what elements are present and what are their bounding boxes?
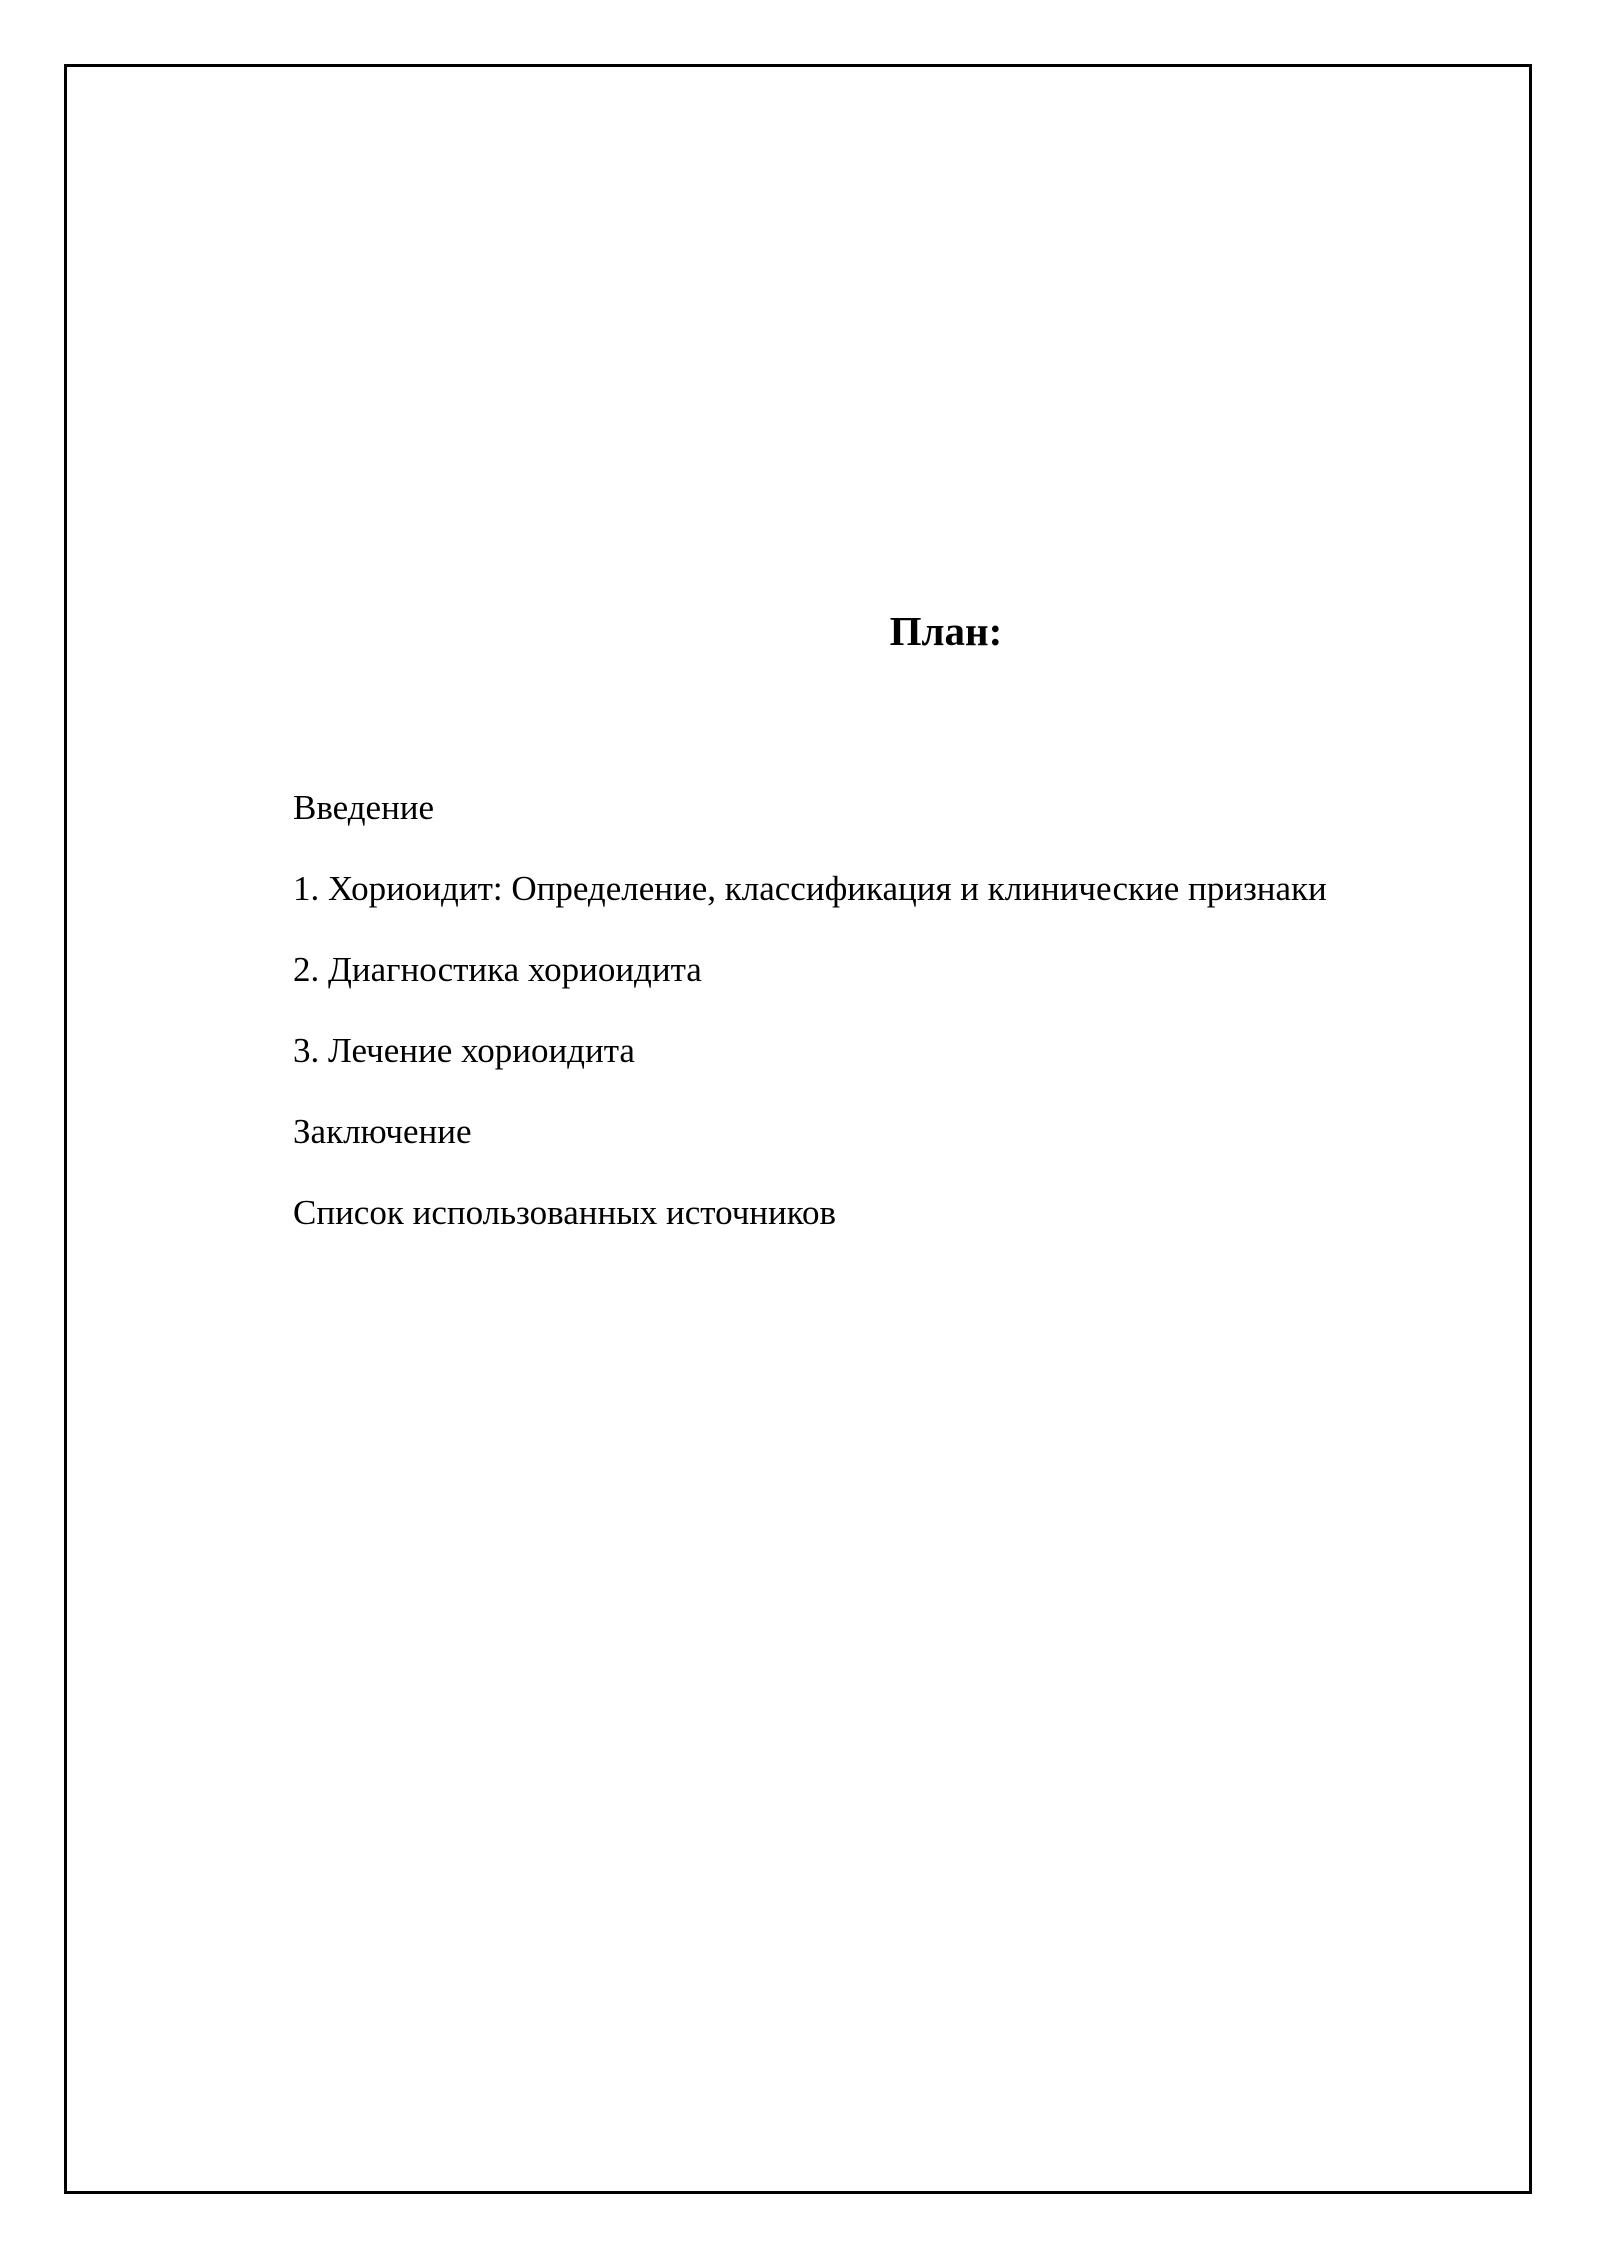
toc-item-chapter-1: 1. Хориоидит: Определение, классификация и клинические признаки	[293, 869, 1327, 908]
toc-item-conclusion: Заключение	[293, 1112, 472, 1151]
toc-item-references: Список использованных источников	[293, 1193, 837, 1232]
toc-item-chapter-3: 3. Лечение хориоидита	[293, 1031, 635, 1070]
toc-item-chapter-2: 2. Диагностика хориоидита	[293, 950, 702, 989]
plan-title: План:	[889, 608, 1003, 654]
toc-item-introduction: Введение	[293, 788, 435, 827]
page-frame	[64, 64, 1532, 2194]
table-of-contents	[293, 767, 1327, 1253]
